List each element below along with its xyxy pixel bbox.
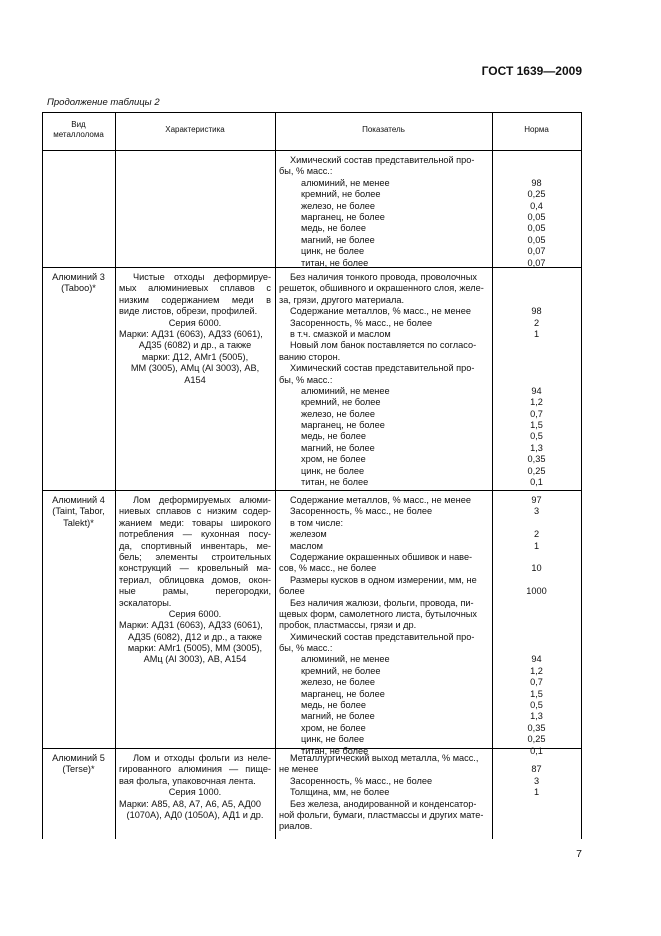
indicator-line: магний, не более bbox=[301, 234, 375, 245]
norm-value: 1,2 bbox=[530, 665, 543, 676]
characteristic-line: Марки: А85, А8, А7, А6, А5, АД00 bbox=[119, 798, 261, 809]
characteristic-line: марки: АМг1 (5005), ММ (3005), bbox=[127, 643, 263, 654]
characteristic-line: Лом и отходы фольги из неле- bbox=[133, 753, 271, 763]
norm-value: 0,7 bbox=[530, 408, 543, 419]
indicator-line: Без железа, анодированной и конденсатор- bbox=[290, 798, 477, 809]
characteristic-cell bbox=[119, 272, 271, 386]
indicator-line: цинк, не более bbox=[301, 465, 365, 476]
col-header-norm: Норма bbox=[524, 125, 549, 134]
norm-value: 0,35 bbox=[527, 722, 546, 733]
norm-value bbox=[492, 821, 581, 832]
characteristic-line: Серия 6000. bbox=[168, 317, 222, 328]
indicator-line: Без наличия тонкого провода, проволочных bbox=[290, 272, 477, 282]
norm-value bbox=[492, 753, 581, 764]
indicator-line: цинк, не более bbox=[301, 734, 365, 745]
norm-value: 97 bbox=[531, 495, 542, 505]
norm-value: 0,07 bbox=[527, 257, 546, 268]
norm-value: 98 bbox=[531, 306, 542, 317]
indicator-line: ванию сторон. bbox=[279, 351, 341, 362]
norm-value: 0,1 bbox=[530, 745, 543, 756]
indicator-line: бы, % масс.: bbox=[279, 643, 333, 654]
norm-value bbox=[492, 810, 581, 821]
characteristic-line: марки: Д12, АМг1 (5005), bbox=[141, 351, 249, 362]
characteristic-line: вая фольга, упаковочная лента. bbox=[119, 775, 256, 786]
scrap-type-line: (Taboo)* bbox=[61, 283, 96, 294]
norm-value bbox=[492, 166, 581, 177]
norm-value: 2 bbox=[533, 317, 540, 328]
characteristic-line: АМц (Al 3003), АВ, А154 bbox=[143, 654, 247, 665]
indicator-line: в т.ч. смазкой и маслом bbox=[290, 328, 391, 339]
spec-table bbox=[42, 112, 582, 839]
indicator-line: в том числе: bbox=[290, 517, 344, 528]
indicator-line: Засоренность, % масс., не более bbox=[290, 506, 433, 517]
indicator-line: Засоренность, % масс., не более bbox=[290, 775, 433, 786]
norm-value: 10 bbox=[531, 563, 542, 574]
norm-value bbox=[492, 155, 581, 166]
characteristic-line: А154 bbox=[184, 374, 206, 385]
characteristic-line: (1070А), АД0 (1050А), АД1 и др. bbox=[126, 809, 264, 820]
indicator-line: железо, не более bbox=[301, 408, 376, 419]
norm-value: 0,5 bbox=[530, 700, 543, 711]
characteristic-line: Серия 1000. bbox=[168, 787, 222, 798]
characteristic-line: виде листов, обрези, профилей. bbox=[119, 306, 258, 317]
indicator-line: за, грязи, другого материала. bbox=[279, 294, 405, 305]
norm-value: 0,5 bbox=[530, 431, 543, 442]
scrap-type-line: Алюминий 5 bbox=[52, 753, 105, 763]
characteristic-line: Чистые отходы деформируе- bbox=[133, 272, 271, 282]
characteristic-line: териал, облицовка домов, окон- bbox=[119, 574, 271, 585]
characteristic-line: ММ (3005), АМц (Al 3003), АВ, bbox=[130, 363, 260, 374]
norm-value: 0,25 bbox=[527, 189, 546, 200]
indicator-line: Толщина, мм, не более bbox=[290, 787, 390, 798]
indicator-line: марганец, не более bbox=[301, 211, 385, 222]
scrap-type-line: Talekt)* bbox=[63, 517, 94, 528]
table-continuation-label: Продолжение таблицы 2 bbox=[47, 97, 160, 108]
norm-cell bbox=[492, 495, 581, 757]
indicator-line: риалов. bbox=[279, 821, 313, 832]
indicator-line: марганец, не более bbox=[301, 420, 385, 431]
characteristic-line: Серия 6000. bbox=[168, 608, 222, 619]
indicator-line: алюминий, не менее bbox=[301, 654, 390, 665]
norm-value bbox=[492, 363, 581, 374]
indicator-line: кремний, не более bbox=[301, 189, 381, 200]
norm-value bbox=[492, 643, 581, 654]
scrap-type-line: (Terse)* bbox=[62, 764, 95, 775]
norm-value bbox=[492, 620, 581, 631]
col-header-indicator: Показатель bbox=[362, 125, 405, 134]
norm-value: 1,3 bbox=[530, 442, 543, 453]
norm-value: 2 bbox=[533, 529, 540, 540]
table-border-top bbox=[42, 112, 582, 113]
header-divider bbox=[42, 150, 582, 151]
column-divider bbox=[275, 112, 276, 839]
norm-cell bbox=[492, 272, 581, 488]
norm-value: 98 bbox=[531, 177, 542, 188]
characteristic-cell bbox=[119, 753, 271, 821]
indicator-cell bbox=[279, 753, 489, 833]
indicator-line: хром, не более bbox=[301, 454, 366, 465]
indicator-line: Новый лом банок поставляется по согласо- bbox=[290, 340, 477, 351]
characteristic-line: потребления — кухонная посу- bbox=[119, 529, 271, 540]
norm-value bbox=[492, 609, 581, 620]
indicator-line: Размеры кусков в одном измерении, мм, не bbox=[290, 574, 477, 585]
scrap-type-cell bbox=[42, 272, 115, 295]
norm-value bbox=[492, 272, 581, 283]
characteristic-line: АД35 (6082), Д12 и др., а также bbox=[127, 631, 263, 642]
indicator-line: Химический состав представительной про- bbox=[290, 631, 475, 642]
norm-value bbox=[492, 518, 581, 529]
norm-value bbox=[492, 575, 581, 586]
scrap-type-cell bbox=[42, 495, 115, 529]
scrap-type-line: Алюминий 4 bbox=[52, 495, 105, 505]
norm-value: 1,5 bbox=[530, 420, 543, 431]
characteristic-line: бель; элементы строительных bbox=[119, 551, 271, 562]
characteristic-line: жанием меди: товары широкого bbox=[119, 517, 271, 528]
norm-value: 3 bbox=[533, 775, 540, 786]
norm-value: 1 bbox=[533, 540, 540, 551]
indicator-cell bbox=[279, 272, 489, 488]
characteristic-line: да, спортивный инвентарь, ме- bbox=[119, 540, 271, 551]
table-border-right bbox=[581, 112, 582, 839]
indicator-line: Содержание окрашенных обшивок и наве- bbox=[290, 551, 473, 562]
indicator-line: цинк, не более bbox=[301, 246, 365, 257]
col-header-type-text: Вид металлолома bbox=[53, 120, 104, 139]
indicator-line: Содержание металлов, % масс., не менее bbox=[290, 495, 471, 505]
indicator-line: Засоренность, % масс., не более bbox=[290, 317, 433, 328]
characteristic-line: Лом деформируемых алюми- bbox=[133, 495, 271, 505]
characteristic-line: ные рамы, перегородки, bbox=[119, 586, 271, 597]
norm-value: 3 bbox=[533, 506, 540, 517]
characteristic-cell bbox=[119, 495, 271, 666]
table-border-left bbox=[42, 112, 43, 839]
norm-value bbox=[492, 632, 581, 643]
indicator-line: щевых форм, самолетного листа, бутылочных bbox=[279, 608, 477, 619]
indicator-line: решеток, обшивного и окрашенного слоя, желе- bbox=[279, 283, 484, 294]
indicator-line: сов, % масс., не более bbox=[279, 563, 377, 574]
indicator-cell bbox=[279, 155, 489, 269]
characteristic-line: Марки: АД31 (6063), АД33 (6061), bbox=[119, 620, 263, 631]
characteristic-line: АД35 (6082) и др., а также bbox=[138, 340, 252, 351]
norm-value bbox=[492, 352, 581, 363]
norm-value: 0,4 bbox=[530, 200, 543, 211]
indicator-line: железом bbox=[290, 529, 327, 540]
indicator-line: титан, не более bbox=[301, 745, 369, 756]
norm-value: 0,05 bbox=[527, 234, 546, 245]
standard-header: ГОСТ 1639—2009 bbox=[481, 64, 582, 78]
indicator-line: титан, не более bbox=[301, 477, 369, 488]
column-divider bbox=[115, 112, 116, 839]
col-header-characteristic: Характеристика bbox=[165, 125, 225, 134]
norm-value: 87 bbox=[531, 764, 542, 775]
indicator-line: титан, не более bbox=[301, 257, 369, 268]
characteristic-line: низким содержанием меди в bbox=[119, 294, 271, 305]
norm-value bbox=[492, 283, 581, 294]
norm-value bbox=[492, 799, 581, 810]
norm-value bbox=[492, 598, 581, 609]
indicator-line: ной фольги, бумаги, пластмассы и других мате- bbox=[279, 809, 484, 820]
indicator-line: Металлургический выход металла, % масс., bbox=[290, 753, 479, 763]
indicator-line: медь, не более bbox=[301, 431, 366, 442]
indicator-line: алюминий, не менее bbox=[301, 385, 390, 396]
indicator-line: магний, не более bbox=[301, 442, 375, 453]
indicator-line: Без наличия жалюзи, фольги, провода, пи- bbox=[290, 597, 474, 608]
scrap-type-cell bbox=[42, 753, 115, 776]
row-divider bbox=[42, 490, 582, 491]
indicator-line: Содержание металлов, % масс., не менее bbox=[290, 306, 471, 317]
norm-cell bbox=[492, 155, 581, 269]
page-number: 7 bbox=[576, 848, 582, 860]
indicator-line: медь, не более bbox=[301, 700, 366, 711]
indicator-line: бы, % масс.: bbox=[279, 374, 333, 385]
indicator-line: медь, не более bbox=[301, 223, 366, 234]
indicator-line: маслом bbox=[290, 540, 323, 551]
indicator-cell bbox=[279, 495, 489, 757]
indicator-line: более bbox=[279, 586, 305, 597]
scrap-type-line: Алюминий 3 bbox=[52, 272, 105, 282]
norm-value bbox=[492, 340, 581, 351]
characteristic-line: Марки: АД31 (6063), АД33 (6061), bbox=[119, 328, 263, 339]
norm-value: 0,1 bbox=[530, 477, 543, 488]
indicator-line: кремний, не более bbox=[301, 397, 381, 408]
characteristic-line: эскалаторы. bbox=[119, 597, 172, 608]
norm-value bbox=[492, 375, 581, 386]
norm-value: 1000 bbox=[526, 586, 547, 597]
indicator-line: не менее bbox=[279, 764, 319, 775]
norm-value bbox=[492, 552, 581, 563]
indicator-line: Химический состав представительной про- bbox=[290, 155, 475, 165]
col-header-type-wrap bbox=[42, 120, 115, 140]
norm-cell bbox=[492, 753, 581, 833]
indicator-line: Химический состав представительной про- bbox=[290, 363, 475, 374]
norm-value: 1 bbox=[533, 787, 540, 798]
indicator-line: пробок, пластмассы, грязи и др. bbox=[279, 620, 417, 631]
characteristic-line: ниевых сплавов с низким содер- bbox=[119, 506, 271, 517]
norm-value: 1 bbox=[533, 328, 540, 339]
norm-value: 0,25 bbox=[527, 465, 546, 476]
indicator-line: железо, не более bbox=[301, 200, 376, 211]
indicator-line: хром, не более bbox=[301, 722, 366, 733]
norm-value: 1,5 bbox=[530, 688, 543, 699]
scrap-type-line: (Taint, Tabor, bbox=[52, 506, 105, 517]
norm-value: 94 bbox=[531, 385, 542, 396]
norm-value: 1,3 bbox=[530, 711, 543, 722]
norm-value: 0,05 bbox=[527, 211, 546, 222]
norm-value: 1,2 bbox=[530, 397, 543, 408]
indicator-line: алюминий, не менее bbox=[301, 177, 390, 188]
norm-value: 0,05 bbox=[527, 223, 546, 234]
indicator-line: магний, не более bbox=[301, 711, 375, 722]
norm-value: 0,07 bbox=[527, 246, 546, 257]
norm-value: 0,7 bbox=[530, 677, 543, 688]
indicator-line: железо, не более bbox=[301, 677, 376, 688]
characteristic-line: конструкций — кровельный ма- bbox=[119, 563, 271, 574]
norm-value: 0,35 bbox=[527, 454, 546, 465]
indicator-line: марганец, не более bbox=[301, 688, 385, 699]
norm-value: 0,25 bbox=[527, 734, 546, 745]
norm-value bbox=[492, 295, 581, 306]
characteristic-line: мых алюминиевых сплавов с bbox=[119, 283, 271, 294]
norm-value: 94 bbox=[531, 654, 542, 665]
indicator-line: бы, % масс.: bbox=[279, 166, 333, 177]
indicator-line: кремний, не более bbox=[301, 665, 381, 676]
characteristic-line: гированного алюминия — пище- bbox=[119, 764, 271, 775]
